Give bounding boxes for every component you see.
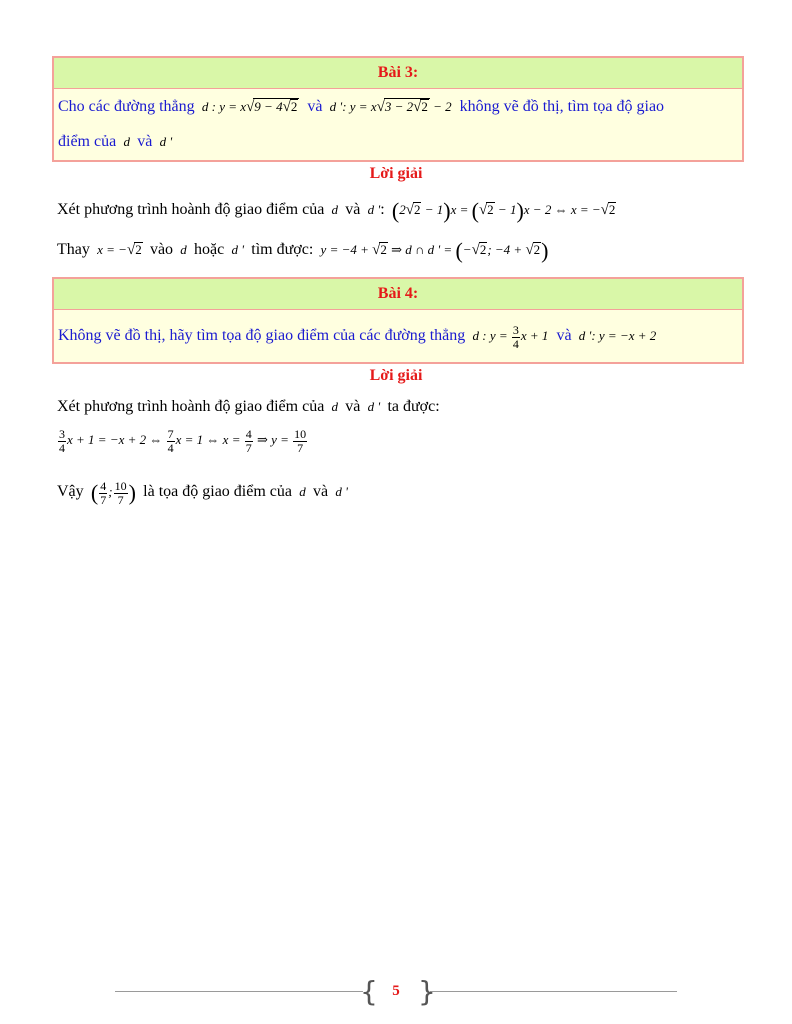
solution-3-line-1: Xét phương trình hoành độ giao điểm của d và d ': (2√2 − 1)x = (√2 − 1)x − 2 ⇔ x = −√2 bbox=[57, 198, 616, 223]
footer-right-bracket: } bbox=[418, 975, 436, 1008]
solution-4-line-1: Xét phương trình hoành độ giao điểm của d và d ' ta được: bbox=[57, 398, 440, 415]
exercise-4-statement: Không vẽ đồ thị, hãy tìm tọa độ giao điểm của các đường thẳng d : y = $\frac{3}{4}$ x + 1 và d ': y = −x + 2 bbox=[58, 322, 657, 351]
footer-line-right bbox=[430, 991, 677, 992]
solution-4-conclusion: Vậy ( $\frac{4}{7}$ ; $\frac{10}{7}$ ) là tọa độ giao điểm của d và d ' bbox=[57, 479, 348, 507]
exercise-4-title: Bài 4: bbox=[54, 279, 742, 310]
solution-3-line-2: Thay x = −√2 vào d hoặc d ' tìm được: y = −4 + √2 ⇒ d ∩ d ' = (−√2; −4 + √2) bbox=[57, 238, 549, 263]
page-number: 5 bbox=[392, 983, 400, 999]
solution-3-heading: Lời giải bbox=[369, 165, 423, 182]
footer-line-left bbox=[115, 991, 363, 992]
exercise-3-title: Bài 3: bbox=[54, 58, 742, 89]
exercise-3-statement: Cho các đường thẳng d : y = x√9 − 4√2 và d ': y = x√3 − 2√2 − 2 không vẽ đồ thị, tìm tọa độ giao điểm của d và d ' bbox=[58, 98, 665, 150]
solution-4-equation: $\frac{3}{4}$ x + 1 = −x + 2 ⇔ $\frac{7}{4}$ x = 1 ⇔ x = $\frac{4}{7}$ ⇒ y = $\frac{10}{7}$ bbox=[59, 427, 307, 455]
exercise-4-box bbox=[52, 277, 744, 364]
exercise-3-box bbox=[52, 56, 744, 162]
solution-4-heading: Lời giải bbox=[369, 367, 423, 384]
footer-left-bracket: { bbox=[360, 975, 378, 1008]
